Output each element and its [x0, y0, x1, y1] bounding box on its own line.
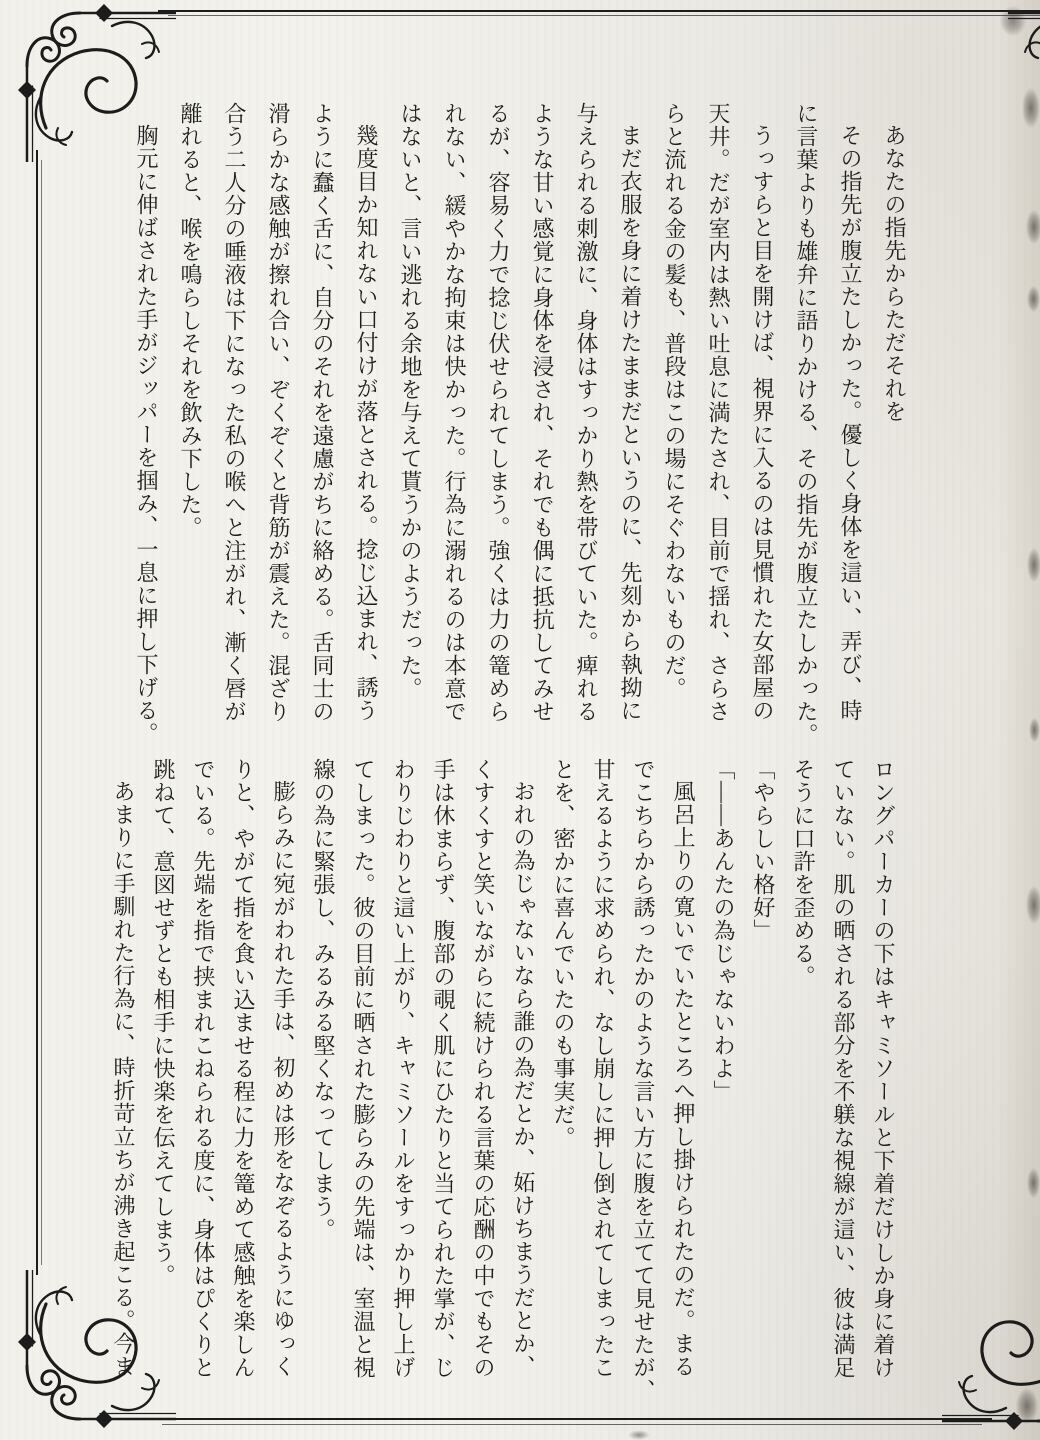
scan-smudge	[1027, 1168, 1040, 1198]
text-line: に言葉よりも雄弁に語りかける、その指先が腹立たしかった。	[794, 102, 819, 746]
text-line: まだ衣服を身に着けたままだというのに、先刻から執拗に	[618, 124, 643, 722]
frame-line-bottom-inner	[162, 1424, 982, 1425]
text-line: ロングパーカーの下はキャミソールと下着だけしか身に着け	[871, 758, 896, 1379]
text-line: うっすらと目を開けば、視界に入るのは見慣れた女部屋の	[750, 124, 775, 722]
text-line: 離れると、喉を鳴らしそれを飲み下した。	[178, 102, 203, 539]
scan-smudge	[1022, 88, 1040, 128]
text-line: てしまった。彼の目前に晒された膨らみの先端は、室温と視	[351, 758, 376, 1379]
text-line: おれの為じゃないなら誰の為だとか、妬けちまうだとか、	[511, 780, 536, 1378]
text-line: 滑らかな感触が擦れ合い、ぞくぞくと背筋が震えた。混ざり	[266, 102, 291, 723]
text-line: くすくすと笑いながらに続けられる言葉の応酬の中でもその	[471, 758, 496, 1379]
text-line: ていない。肌の晒される部分を不躾な視線が這い、彼は満足	[831, 758, 856, 1379]
text-line: 風呂上りの寛いでいたところへ押し掛けられたのだ。まる	[671, 780, 696, 1378]
text-line: 合う二人分の唾液は下になった私の喉へと注がれ、漸く唇が	[222, 102, 247, 723]
text-line: 手は休まらず、腹部の覗く肌にひたりと当てられた掌が、じ	[431, 758, 456, 1379]
text-line: わりじわりと這い上がり、キャミソールをすっかり押し上げ	[391, 758, 416, 1379]
text-line: 跳ねて、意図せずとも相手に快楽を伝えてしまう。	[151, 758, 176, 1287]
scan-smudge	[1016, 1388, 1038, 1424]
scan-smudge	[1000, 6, 1026, 36]
scan-smudge	[1026, 886, 1040, 924]
text-line: とを、密かに喜んでいたのも事実だ。	[551, 758, 576, 1149]
scan-smudge	[1027, 548, 1040, 582]
scan-smudge	[1027, 286, 1040, 312]
vertical-text-block-lower	[103, 758, 903, 1408]
text-line: 天井。だが室内は熱い吐息に満たされ、目前で揺れ、さらさ	[706, 102, 731, 723]
text-line: あまりに手馴れた行為に、時折苛立ちが沸き起こる。今ま	[111, 780, 136, 1378]
text-line: らと流れる金の髪も、普段はこの場にそぐわないものだ。	[662, 102, 687, 700]
scan-smudge	[1026, 210, 1040, 244]
text-line: あなたの指先からただそれを	[882, 124, 907, 423]
text-line: そうに口許を歪める。	[791, 758, 816, 988]
scan-smudge	[1029, 718, 1040, 742]
text-line: 甘えるように求められ、なし崩しに押し倒されてしまったこ	[591, 758, 616, 1379]
text-line: 「――あんたの為じゃないわよ」	[711, 758, 736, 1103]
text-line: ような甘い感覚に身体を浸され、それでも偶に抵抗してみせ	[530, 102, 555, 723]
text-line: 胸元に伸ばされた手がジッパーを掴み、一息に押し下げる。	[134, 124, 159, 745]
text-line: その指先が腹立たしかった。優しく身体を這い、弄び、時	[838, 124, 863, 722]
text-line: りと、やがて指を食い込ませる程に力を篭めて感触を楽しん	[231, 758, 256, 1379]
text-line: 線の為に緊張し、みるみる堅くなってしまう。	[311, 758, 336, 1241]
page-edge-mark	[628, 1430, 650, 1440]
text-line: 「やらしい格好」	[751, 758, 776, 942]
text-line: 幾度目か知れない口付けが落とされる。捻じ込まれ、誘う	[354, 124, 379, 722]
text-line: はないと、言い逃れる余地を与えて貰うかのようだった。	[398, 102, 423, 700]
text-line: れない、緩やかな拘束は快かった。行為に溺れるのは本意で	[442, 102, 467, 723]
vertical-text-block-upper	[124, 102, 916, 752]
frame-line-left	[36, 150, 38, 1275]
frame-line-bottom	[152, 1418, 992, 1420]
text-line: でこちらから誘ったかのような言い方に腹を立てて見せたが、	[631, 758, 656, 1402]
text-line: るが、容易く力で捻じ伏せられてしまう。強くは力の篭めら	[486, 102, 511, 723]
text-line: でいる。先端を指で挟まれこねられる度に、身体はぴくりと	[191, 758, 216, 1379]
text-line: 与えられる刺激に、身体はすっかり熱を帯びていた。痺れる	[574, 102, 599, 723]
frame-line-top-inner	[168, 15, 1040, 16]
frame-line-left-inner	[41, 160, 42, 1265]
text-line: 膨らみに宛がわれた手は、初めは形をなぞるようにゆっく	[271, 780, 296, 1378]
frame-line-top	[158, 10, 1040, 12]
text-line: ように蠢く舌に、自分のそれを遠慮がちに絡める。舌同士の	[310, 102, 335, 723]
